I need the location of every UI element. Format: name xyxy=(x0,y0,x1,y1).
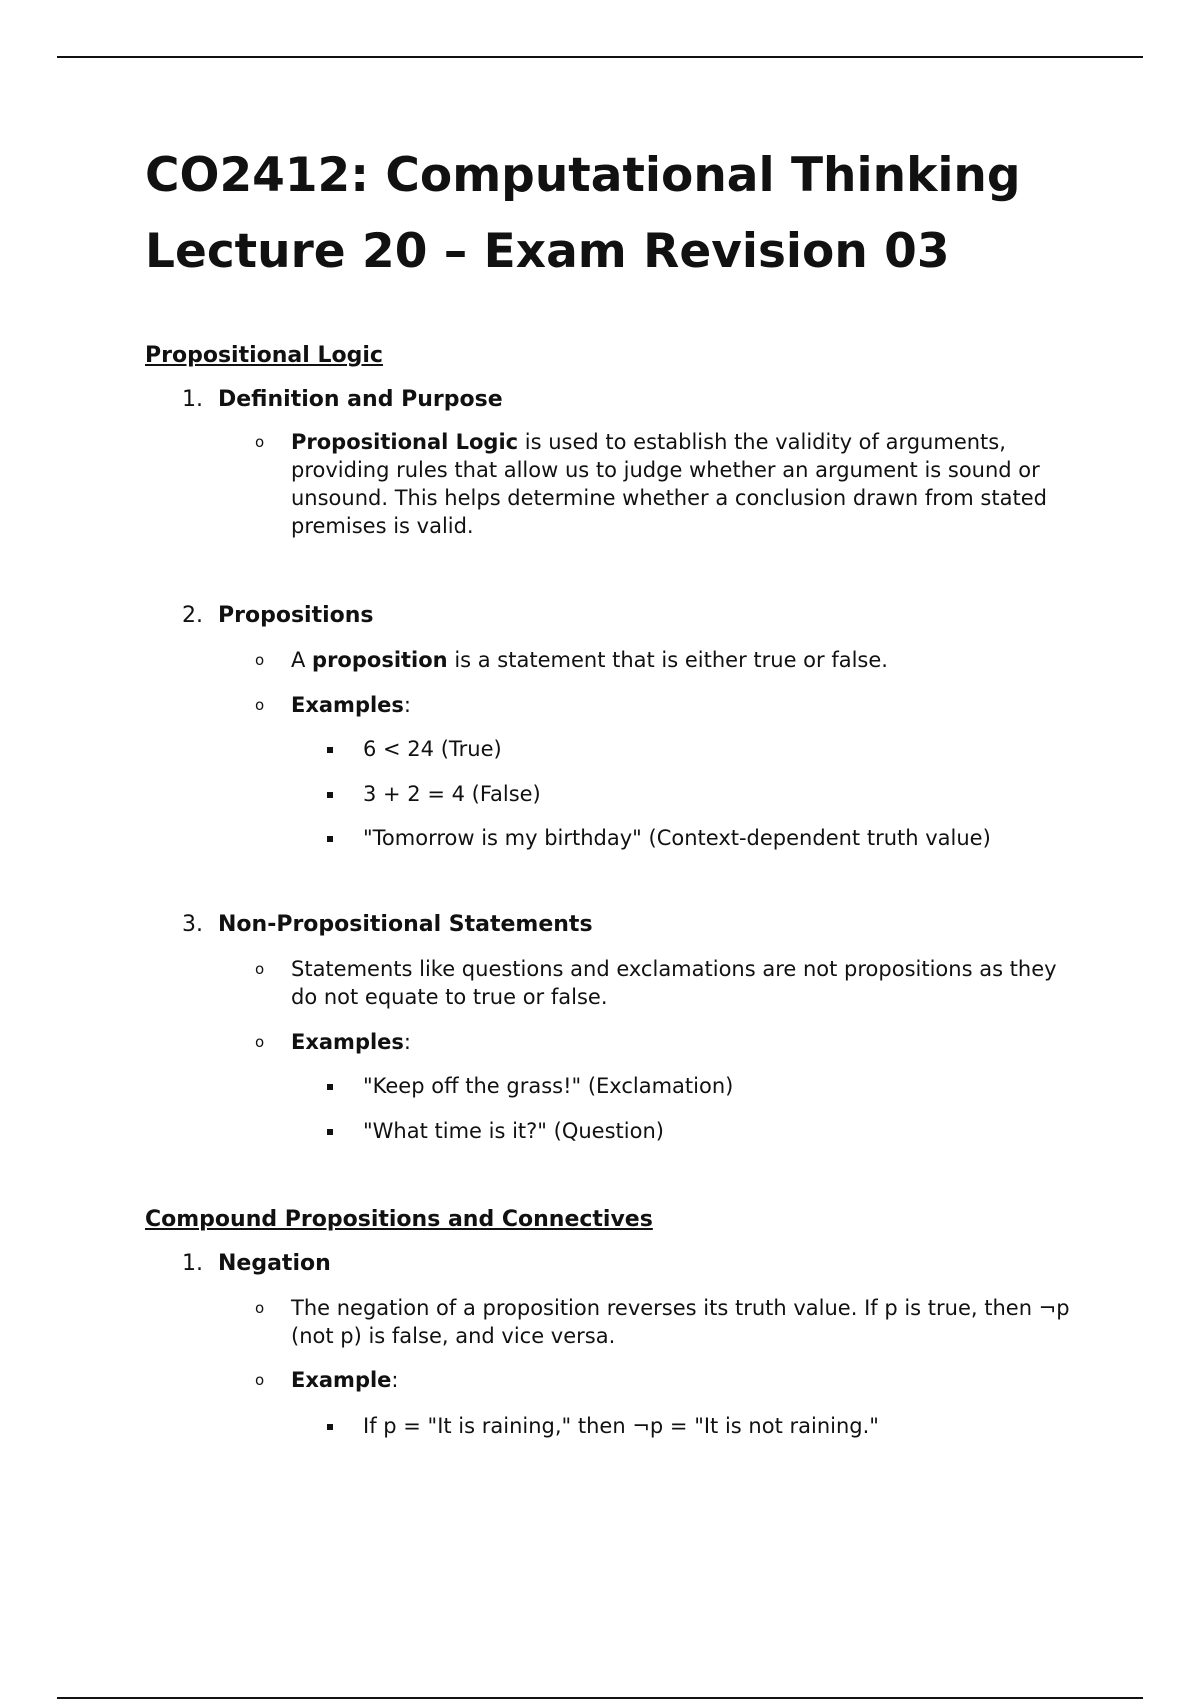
sub-item-negation-text xyxy=(255,1294,1075,1350)
sub-item-non-propositional-text xyxy=(255,955,1075,1011)
item-title: Definition and Purpose xyxy=(218,387,503,412)
sub-item-text xyxy=(291,646,1075,674)
section-heading-compound-propositions: Compound Propositions and Connectives xyxy=(145,1207,653,1232)
sub-item-text: Statements like questions and exclamations are not propositions as they do not equate to true or false. xyxy=(291,957,1057,1009)
list-item xyxy=(327,824,991,852)
sub-item-rest: is a statement that is either true or false. xyxy=(447,648,888,672)
circle-bullet-marker: o xyxy=(255,1371,265,1389)
item-number: 2. xyxy=(182,603,203,628)
numbered-item-definition xyxy=(182,386,503,414)
top-rule xyxy=(57,56,1143,58)
circle-bullet-marker: o xyxy=(255,651,265,669)
numbered-item-propositions xyxy=(182,602,374,630)
section-heading-propositional-logic: Propositional Logic xyxy=(145,343,383,368)
list-item xyxy=(327,1412,879,1440)
sub-item-examples-label xyxy=(255,691,1075,719)
example-text: "Tomorrow is my birthday" (Context-dependent truth value) xyxy=(363,826,991,850)
list-item xyxy=(327,1117,664,1145)
item-number: 1. xyxy=(182,387,203,412)
sub-item-rest: : xyxy=(403,1030,411,1054)
circle-bullet-marker: o xyxy=(255,696,265,714)
example-text: 3 + 2 = 4 (False) xyxy=(363,782,541,806)
example-text: 6 < 24 (True) xyxy=(363,737,502,761)
sub-item-rest: is used to establish the validity of arguments, providing rules that allow us to judge whether an argument is sound or unsound. This helps determine whether a conclusion drawn from stated premises is valid. xyxy=(291,430,1047,538)
example-text: If p = "It is raining," then ¬p = "It is not raining." xyxy=(363,1414,879,1438)
sub-item-text xyxy=(291,1028,1075,1056)
sub-item-example-label xyxy=(255,1366,1075,1394)
bold-term: Examples xyxy=(291,693,404,717)
title-line-1: CO2412: Computational Thinking xyxy=(145,148,1021,203)
sub-item-proposition-definition xyxy=(255,646,1075,674)
square-bullet-icon xyxy=(327,1424,333,1430)
item-title: Negation xyxy=(218,1251,331,1276)
page-title xyxy=(145,138,1021,290)
square-bullet-icon xyxy=(327,1084,333,1090)
square-bullet-icon xyxy=(327,836,333,842)
bottom-rule xyxy=(57,1697,1143,1699)
sub-item-examples-label xyxy=(255,1028,1075,1056)
example-text: "Keep off the grass!" (Exclamation) xyxy=(363,1074,734,1098)
numbered-item-non-propositional xyxy=(182,911,593,939)
square-bullet-icon xyxy=(327,747,333,753)
numbered-item-negation xyxy=(182,1250,331,1278)
sub-item-definition-text xyxy=(255,428,1075,540)
circle-bullet-marker: o xyxy=(255,433,265,451)
item-number: 1. xyxy=(182,1251,203,1276)
list-item xyxy=(327,735,502,763)
bold-term: Example xyxy=(291,1368,392,1392)
bold-term: Propositional Logic xyxy=(291,430,519,454)
bold-term: proposition xyxy=(312,648,448,672)
square-bullet-icon xyxy=(327,792,333,798)
sub-item-pre: A xyxy=(291,648,313,672)
sub-item-text xyxy=(291,691,1075,719)
item-number: 3. xyxy=(182,912,203,937)
list-item xyxy=(327,1072,733,1100)
sub-item-text xyxy=(291,1366,1075,1394)
list-item xyxy=(327,780,541,808)
example-text: "What time is it?" (Question) xyxy=(363,1119,664,1143)
sub-item-text xyxy=(291,428,1075,540)
item-title: Non-Propositional Statements xyxy=(218,912,593,937)
sub-item-rest: : xyxy=(403,693,411,717)
sub-item-text: The negation of a proposition reverses its truth value. If p is true, then ¬p (not p) is false, and vice versa. xyxy=(291,1296,1070,1348)
sub-item-rest: : xyxy=(391,1368,399,1392)
square-bullet-icon xyxy=(327,1129,333,1135)
item-title: Propositions xyxy=(218,603,374,628)
bold-term: Examples xyxy=(291,1030,404,1054)
title-line-2: Lecture 20 – Exam Revision 03 xyxy=(145,224,950,279)
circle-bullet-marker: o xyxy=(255,1299,265,1317)
circle-bullet-marker: o xyxy=(255,1033,265,1051)
circle-bullet-marker: o xyxy=(255,960,265,978)
